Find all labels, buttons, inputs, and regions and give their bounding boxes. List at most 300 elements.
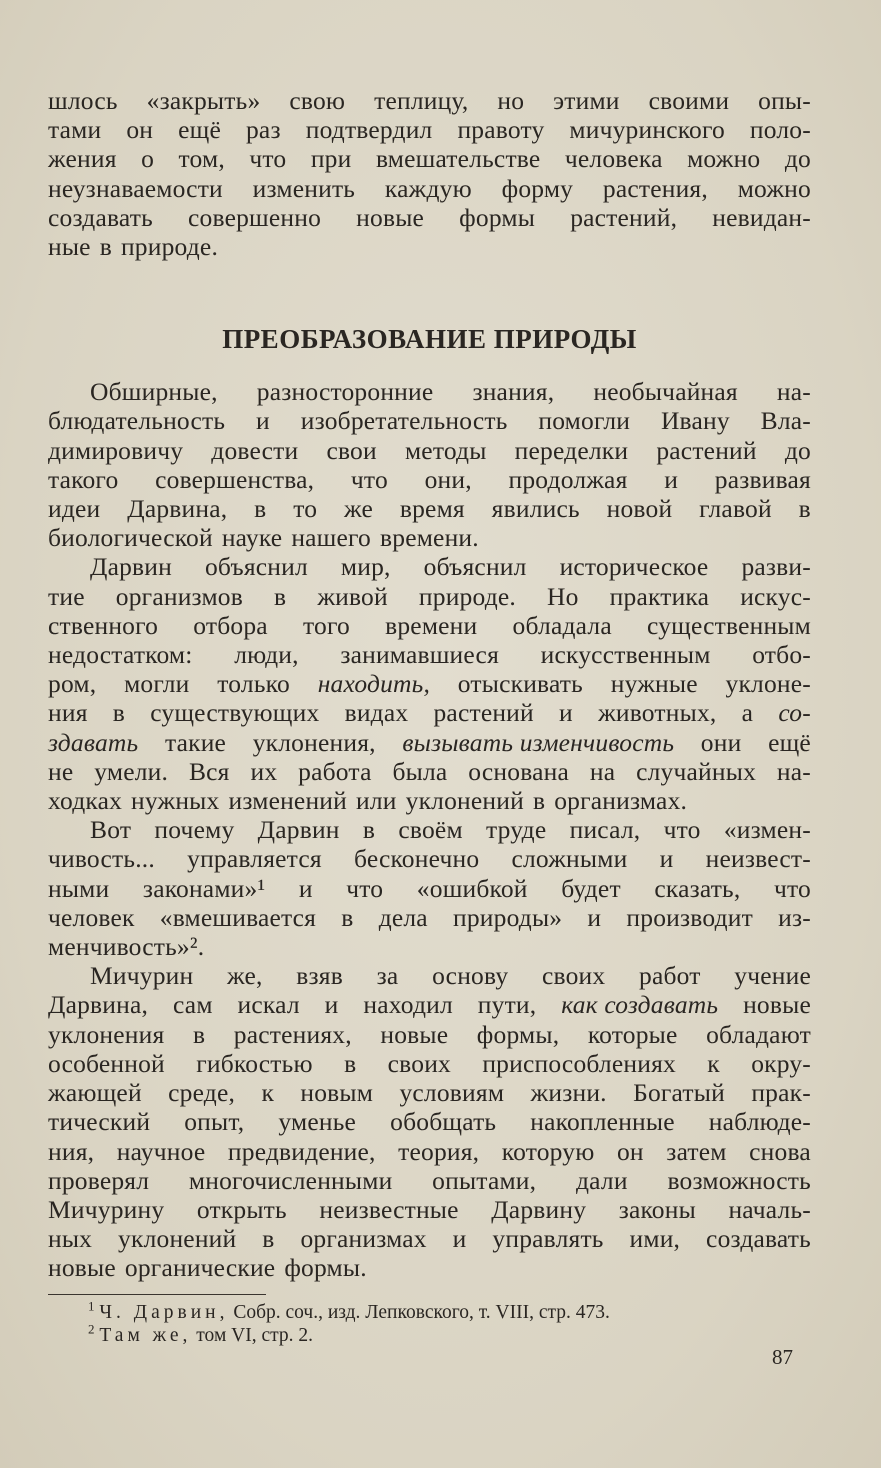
word: взяв [296, 961, 343, 991]
text-line [48, 1166, 811, 1195]
text-line [48, 377, 811, 406]
word: а [741, 698, 754, 728]
word: управляется [187, 844, 322, 874]
word: в [112, 698, 126, 728]
word: в [344, 1048, 357, 1078]
word: каждую [384, 173, 472, 203]
word: практика [609, 581, 710, 611]
text-line [48, 786, 811, 815]
word: теория, [398, 1136, 480, 1166]
word: то [293, 494, 318, 524]
footnote-author: Ч. Дарвин, [99, 1301, 229, 1323]
word: тами [48, 115, 102, 145]
word: живой [317, 581, 388, 611]
text-line [48, 990, 811, 1019]
text-line [48, 1107, 811, 1136]
word: на [589, 756, 616, 786]
word: растений, [570, 202, 678, 232]
word: знания, [472, 377, 555, 407]
word: менчивость»². [48, 932, 205, 962]
section-heading: ПРЕОБРАЗОВАНИЕ ПРИРОДЫ [222, 324, 637, 355]
word: организмах. [554, 786, 688, 816]
text-line [48, 903, 811, 932]
word: находить, [317, 669, 431, 699]
word: умели. [94, 756, 169, 786]
word: и [324, 990, 339, 1020]
word: случайных [636, 756, 757, 786]
word: из- [778, 902, 811, 932]
word: разносторонние [256, 377, 434, 407]
word: отбора [193, 610, 268, 640]
word: работа [298, 756, 372, 786]
text-line [48, 874, 811, 903]
text-line [48, 232, 811, 261]
word: в [192, 1019, 206, 1049]
text-line [48, 698, 811, 727]
word: растения, [602, 173, 708, 203]
word: на- [776, 377, 811, 407]
word: люди, [234, 640, 299, 670]
word: Мичурину [48, 1194, 165, 1224]
word: формы, [476, 1019, 560, 1049]
word: открыть [196, 1194, 287, 1224]
word: нужные [610, 669, 698, 699]
word: труде [486, 815, 547, 845]
word: своих [541, 961, 606, 991]
text-line [48, 203, 811, 232]
footnotes [48, 1298, 811, 1347]
word: неизвестные [319, 1194, 459, 1224]
text-line [48, 611, 811, 640]
word: в [798, 494, 811, 524]
word: к [261, 1078, 275, 1108]
word: разви- [741, 552, 811, 582]
word: теплицу, [374, 86, 469, 115]
word: ром, [48, 669, 97, 699]
word: опытами, [432, 1165, 537, 1195]
word: вмешательстве [375, 144, 541, 174]
word: уменье [278, 1107, 357, 1137]
text-line [48, 494, 811, 523]
word: историческое [559, 552, 709, 582]
footnote-mark: 1 [88, 1298, 95, 1314]
word: изменений [228, 786, 347, 816]
word: того [303, 610, 350, 640]
word: ния, [48, 1136, 95, 1166]
word: шлось [48, 86, 118, 115]
word: бесконечно [353, 844, 480, 874]
word: Обширные, [90, 377, 218, 407]
word: писал, [569, 815, 641, 845]
word: и [559, 698, 573, 728]
text-line [48, 523, 811, 552]
word: Ивану [660, 406, 730, 436]
word: необычайная [593, 377, 738, 407]
text-line [48, 1049, 811, 1078]
text-line [48, 115, 811, 144]
word: будет [561, 873, 621, 903]
word: главой [699, 494, 772, 524]
word: окру- [751, 1048, 811, 1078]
word: Вот [90, 815, 132, 845]
word: животных, [598, 698, 717, 728]
word: же, [227, 961, 263, 991]
word: ния [48, 698, 88, 728]
word: идеи [48, 494, 101, 524]
word: отбо- [752, 640, 811, 670]
word: поло- [749, 115, 811, 145]
word: законы [618, 1194, 696, 1224]
word: биологической [48, 523, 213, 553]
word: прак- [751, 1078, 811, 1108]
word: жения [48, 144, 117, 174]
word: такого [48, 464, 119, 494]
word: формы. [284, 1253, 367, 1283]
word: изменить [252, 173, 356, 203]
text-line [48, 757, 811, 786]
word: уклонения, [252, 727, 376, 757]
footnote [48, 1321, 811, 1347]
word: и [587, 902, 602, 932]
word: нашего [291, 523, 372, 553]
word: совершенно [188, 202, 322, 232]
word: особенной [48, 1048, 165, 1078]
word: помогли [538, 406, 631, 436]
text-line [48, 728, 811, 757]
word: сам [172, 990, 213, 1020]
word: Богатый [633, 1078, 725, 1108]
word: проверял [48, 1165, 150, 1195]
word: работ [639, 961, 701, 991]
word: и [298, 873, 313, 903]
word: что [249, 144, 287, 174]
word: научное [116, 1136, 206, 1166]
word: они [700, 727, 742, 757]
word: могли [124, 669, 190, 699]
word: пути, [477, 990, 537, 1020]
word: в [262, 1224, 275, 1254]
word: объяснил [423, 552, 527, 582]
word: ими, [629, 1224, 681, 1254]
word: мир, [340, 552, 391, 582]
word: на- [776, 756, 811, 786]
text-line [48, 640, 811, 669]
word: многочисленными [188, 1165, 393, 1195]
footnote-author: Там же, [99, 1324, 192, 1346]
word: сложными [511, 844, 628, 874]
continuation-paragraph [48, 86, 811, 261]
word: «закрыть» [146, 86, 261, 115]
word: возможность [667, 1165, 811, 1195]
word: Дарвин [257, 815, 340, 845]
word: своих [387, 1048, 451, 1078]
word: ные [48, 232, 91, 262]
word: подтвердил [305, 115, 433, 145]
word: тие [48, 581, 85, 611]
word: неузнаваемости [48, 173, 223, 203]
word: Дарвина, [127, 494, 228, 524]
word: была [392, 756, 448, 786]
word: опыт, [184, 1107, 245, 1137]
text-line [48, 815, 811, 844]
word: Вла- [760, 406, 811, 436]
text-line [48, 1078, 811, 1107]
word: накопленные [530, 1107, 675, 1137]
word: методы [404, 435, 487, 465]
word: гибкостью [196, 1048, 313, 1078]
word: существенным [647, 610, 811, 640]
word: организмах [300, 1224, 427, 1254]
word: ещё [768, 727, 811, 757]
word: сказать, [654, 873, 741, 903]
word: находил [363, 990, 453, 1020]
text-line [48, 174, 811, 203]
word: новой [606, 494, 673, 524]
word: тический [48, 1107, 151, 1137]
word: Дарвин [90, 552, 172, 582]
word: искус- [740, 581, 811, 611]
text-line [48, 582, 811, 611]
word: невидан- [712, 202, 811, 232]
word: предвидение, [227, 1136, 376, 1166]
word: времени [385, 610, 478, 640]
word: человека [564, 144, 663, 174]
word: до [784, 144, 811, 174]
word: занимавшиеся [340, 640, 499, 670]
word: новые [356, 202, 425, 232]
footnote-text: том VI, стр. 2. [191, 1324, 314, 1346]
word: он [616, 1136, 644, 1166]
word: свою [289, 86, 346, 115]
word: началь- [728, 1194, 811, 1224]
word: среде, [168, 1078, 236, 1108]
word: снова [749, 1136, 811, 1166]
word: Дарвина, [48, 990, 149, 1020]
word: растений [656, 435, 757, 465]
word: только [217, 669, 290, 699]
word: ходках [48, 786, 123, 816]
word: отыскивать [457, 669, 583, 699]
word: совершенства, [155, 464, 315, 494]
word: основу [432, 961, 509, 991]
word: уклоне- [725, 669, 811, 699]
word: времени. [380, 523, 479, 553]
word: обладала [512, 610, 612, 640]
word: создавать [706, 1224, 811, 1254]
word: продолжая [508, 464, 628, 494]
word: управлять [492, 1224, 604, 1254]
word: нужных [131, 786, 220, 816]
word: «вмешивается [159, 902, 317, 932]
word: явились [491, 494, 580, 524]
word: ных [48, 1224, 93, 1254]
word: можно [737, 173, 811, 203]
word: правоту [457, 115, 545, 145]
word: или [356, 786, 397, 816]
word: он [126, 115, 154, 145]
word: они, [424, 464, 472, 494]
word: вызывать изменчивость [402, 727, 675, 757]
word: объяснил [204, 552, 308, 582]
word: основана [468, 756, 569, 786]
word: Но [547, 581, 579, 611]
word: димировичу [48, 435, 184, 465]
word: новые [48, 1253, 116, 1283]
word: в [274, 581, 287, 611]
page-number: 87 [772, 1345, 793, 1369]
text-line [48, 436, 811, 465]
word: не [48, 756, 74, 786]
text-line [48, 86, 811, 115]
word: обобщать [390, 1107, 497, 1137]
text-line [48, 1224, 811, 1253]
word: почему [154, 815, 235, 845]
text-line [48, 961, 811, 990]
word: неизвест- [705, 844, 811, 874]
word: в [99, 232, 112, 262]
word: условиям [399, 1078, 505, 1108]
word: что [350, 464, 388, 494]
word: но [497, 86, 525, 115]
text-line [48, 1137, 811, 1166]
word: человек [48, 902, 135, 932]
text-line [48, 1195, 811, 1224]
word: раз [245, 115, 281, 145]
word: уклонения [48, 1019, 165, 1049]
word: природе. [418, 581, 516, 611]
word: «ошибкой [416, 873, 528, 903]
word: обладают [706, 1019, 811, 1049]
word: своими [648, 86, 730, 115]
word: недостатком: [48, 640, 193, 670]
word: в [362, 815, 376, 845]
word: можно [687, 144, 761, 174]
word: искал [237, 990, 300, 1020]
paragraph-3 [48, 815, 811, 961]
word: время [399, 494, 465, 524]
word: что [774, 873, 811, 903]
word: жающей [48, 1078, 142, 1108]
word: же [344, 494, 374, 524]
text-line [48, 465, 811, 494]
word: Вся [188, 756, 230, 786]
word: форму [501, 173, 574, 203]
footnote-mark: 2 [88, 1321, 95, 1337]
word: здавать [48, 727, 139, 757]
word: этими [553, 86, 620, 115]
word: новым [300, 1078, 374, 1108]
word: свои [326, 435, 377, 465]
word: новые [380, 1019, 449, 1049]
word: затем [666, 1136, 727, 1166]
word: дали [575, 1165, 628, 1195]
text-line [48, 1020, 811, 1049]
word: растениях, [233, 1019, 352, 1049]
word: Мичурин [90, 961, 194, 991]
word: жизни. [530, 1078, 607, 1108]
word: за [376, 961, 399, 991]
word: ещё [178, 115, 221, 145]
word: уклонений [405, 786, 524, 816]
footnote-text: Собр. соч., изд. Лепковского, т. VIII, стр. 473. [228, 1301, 610, 1323]
word: мичуринского [569, 115, 725, 145]
paragraph-1 [48, 377, 811, 552]
text-line [48, 406, 811, 435]
word: уклонений [118, 1224, 237, 1254]
word: своём [398, 815, 463, 845]
word: такие [164, 727, 227, 757]
word: приспособлениях [482, 1048, 676, 1078]
word: и [256, 406, 270, 436]
word: в [341, 902, 354, 932]
word: блюдательность [48, 406, 226, 436]
word: их [250, 756, 278, 786]
word: Дарвину [491, 1194, 587, 1224]
text-line [48, 932, 811, 961]
paragraph-4 [48, 961, 811, 1282]
word: производит [626, 902, 753, 932]
text-line [48, 144, 811, 173]
word: и [664, 464, 679, 494]
word: видах [344, 698, 409, 728]
text-line [48, 669, 811, 698]
text-line [48, 844, 811, 873]
word: организмов [115, 581, 243, 611]
word: опы- [758, 86, 811, 115]
word: и [452, 1224, 467, 1254]
word: искусственным [540, 640, 711, 670]
word: к [707, 1048, 720, 1078]
word: учение [734, 961, 811, 991]
word: развивая [714, 464, 811, 494]
word: которые [587, 1019, 678, 1049]
word: до [784, 435, 811, 465]
word: о [141, 144, 155, 174]
word: что [663, 815, 701, 845]
word: в [532, 786, 546, 816]
text-line [48, 1253, 811, 1282]
word: ственного [48, 610, 159, 640]
footnote-divider [48, 1294, 266, 1295]
word: «измен- [723, 815, 811, 845]
word: что [346, 873, 384, 903]
word: ными [48, 873, 110, 903]
word: изобретательность [300, 406, 508, 436]
paragraph-2 [48, 552, 811, 815]
word: переделки [514, 435, 629, 465]
word: природе. [120, 232, 219, 262]
word: довести [211, 435, 299, 465]
word: том, [178, 144, 225, 174]
word: науке [221, 523, 283, 553]
word: формы [459, 202, 536, 232]
word: природы» [452, 902, 563, 932]
word: чивость... [48, 844, 155, 874]
word: в [254, 494, 267, 524]
word: создавать [48, 202, 153, 232]
footnote [48, 1298, 811, 1324]
word: которую [501, 1136, 595, 1166]
word: со- [778, 698, 811, 728]
word: органические [124, 1253, 276, 1283]
word: существующих [150, 698, 320, 728]
word: наблюде- [708, 1107, 811, 1137]
word: законами»¹ [142, 873, 266, 903]
text-line [48, 552, 811, 581]
word: при [310, 144, 352, 174]
word: растений [433, 698, 534, 728]
word: дела [378, 902, 428, 932]
